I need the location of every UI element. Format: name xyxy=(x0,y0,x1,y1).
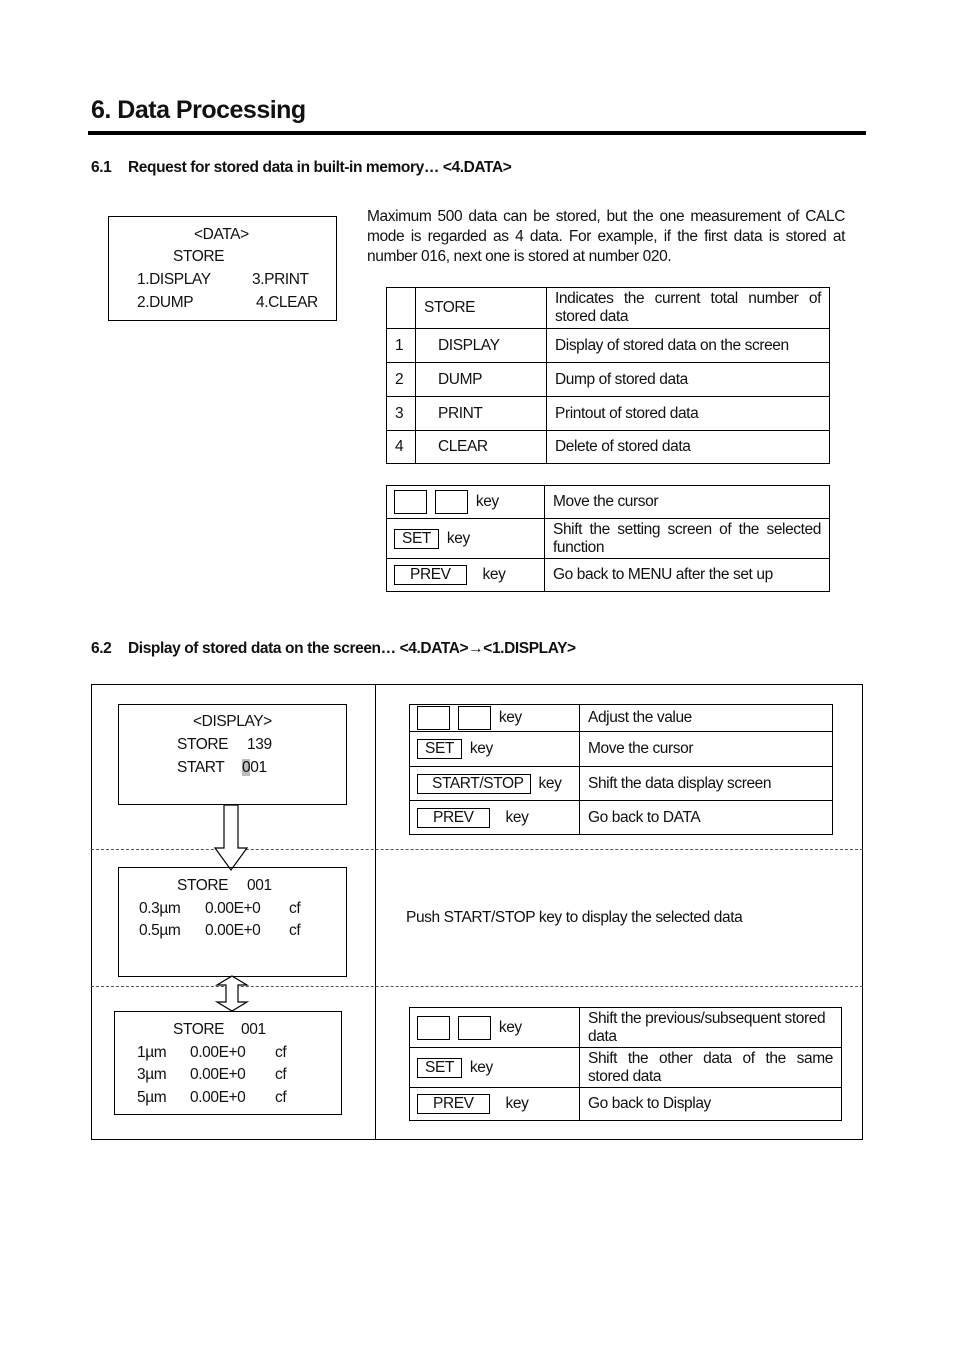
set-key-icon: SET xyxy=(417,739,462,759)
key-word: key xyxy=(498,709,522,727)
key-word: key xyxy=(475,493,499,511)
lcd-line: 001 xyxy=(247,877,272,894)
data-key-table xyxy=(386,485,830,592)
item-description: Display of stored data on the screen xyxy=(547,329,830,363)
lcd-unit: cf xyxy=(275,1066,287,1083)
prev-key-icon: PREV xyxy=(394,565,467,585)
section-number: 6.1 xyxy=(91,159,112,176)
key-word: key xyxy=(469,1058,493,1076)
key-word: key xyxy=(446,529,470,547)
column-divider xyxy=(375,684,376,1140)
table-row xyxy=(387,397,830,431)
lcd-line: 2.DUMP xyxy=(137,294,194,311)
start-digits: 01 xyxy=(250,759,267,776)
section-6-1-heading xyxy=(91,159,511,177)
lcd-unit: cf xyxy=(289,900,301,917)
item-number: 4 xyxy=(387,431,416,464)
row-divider xyxy=(91,849,863,850)
lcd-unit: cf xyxy=(275,1044,287,1061)
arrow-key-icon xyxy=(458,706,491,730)
display-start-screen xyxy=(118,704,347,805)
key-word: key xyxy=(482,566,506,584)
key-word: key xyxy=(498,1018,522,1036)
push-instruction: Push START/STOP key to display the selected data xyxy=(406,909,743,926)
lcd-line: 3.PRINT xyxy=(252,271,309,288)
table-row xyxy=(387,329,830,363)
table-row xyxy=(410,1008,842,1048)
stored-data-screen-2 xyxy=(114,1011,342,1115)
lcd-unit: cf xyxy=(275,1089,287,1106)
item-name: PRINT xyxy=(416,397,547,431)
key-description: Shift the previous/subsequent stored data xyxy=(580,1008,842,1048)
table-row xyxy=(387,363,830,397)
lcd-value: 0.00E+0 xyxy=(190,1044,246,1061)
table-row xyxy=(410,1088,842,1121)
lcd-value: 0.00E+0 xyxy=(205,900,261,917)
lcd-size: 0.3µm xyxy=(139,900,181,917)
table-row xyxy=(387,288,830,329)
lcd-line: 139 xyxy=(247,736,272,753)
table-row xyxy=(387,486,830,519)
set-key-icon: SET xyxy=(417,1058,462,1078)
table-row xyxy=(387,519,830,559)
section-title: Request for stored data in built-in memory… <4.DATA> xyxy=(128,159,512,176)
lcd-value: 0.00E+0 xyxy=(190,1089,246,1106)
lcd-line: STORE xyxy=(177,877,229,894)
start-number[interactable] xyxy=(242,759,267,777)
table-row xyxy=(410,732,833,767)
table-row xyxy=(410,1048,842,1088)
lcd-size: 3µm xyxy=(137,1066,167,1083)
table-row xyxy=(387,559,830,592)
lcd-size: 1µm xyxy=(137,1044,167,1061)
section-6-2-heading xyxy=(91,640,576,658)
lcd-line: STORE xyxy=(173,1021,225,1038)
lcd-value: 0.00E+0 xyxy=(205,922,261,939)
table-row xyxy=(387,431,830,464)
item-description: Dump of stored data xyxy=(547,363,830,397)
key-description: Shift the other data of the same stored data xyxy=(580,1048,842,1088)
set-key-icon: SET xyxy=(394,529,439,549)
key-description: Go back to Display xyxy=(580,1088,842,1121)
item-description: Indicates the current total number of stored data xyxy=(547,288,830,329)
storage-description: Maximum 500 data can be stored, but the one measurement of CALC mode is regarded as 4 data. For example, if the first data is stored at number 016, next one is stored at number 020. xyxy=(367,208,845,265)
start-stop-key-icon: START/STOP xyxy=(417,774,531,794)
key-description: Shift the data display screen xyxy=(580,767,833,801)
key-word: key xyxy=(538,774,562,792)
key-description: Go back to MENU after the set up xyxy=(545,559,830,592)
cursor-digit: 0 xyxy=(242,759,251,776)
lcd-line: STORE xyxy=(173,248,225,265)
lcd-line: <DATA> xyxy=(194,226,249,243)
section-number: 6.2 xyxy=(91,640,112,657)
arrow-key-icon xyxy=(458,1016,491,1040)
item-number: 3 xyxy=(387,397,416,431)
double-arrow-icon xyxy=(215,975,249,1013)
item-description: Delete of stored data xyxy=(547,431,830,464)
lcd-line: START xyxy=(177,759,225,776)
key-description: Shift the setting screen of the selected function xyxy=(545,519,830,559)
row-divider xyxy=(91,986,863,987)
arrow-key-icon xyxy=(394,490,427,514)
key-description: Go back to DATA xyxy=(580,801,833,835)
key-word: key xyxy=(469,740,493,758)
key-description: Adjust the value xyxy=(580,705,833,732)
prev-key-icon: PREV xyxy=(417,1094,490,1114)
item-number xyxy=(387,288,416,329)
arrow-down-icon xyxy=(214,804,248,872)
lcd-size: 5µm xyxy=(137,1089,167,1106)
lcd-unit: cf xyxy=(289,922,301,939)
data-menu-table xyxy=(386,287,830,464)
item-description: Printout of stored data xyxy=(547,397,830,431)
lcd-value: 0.00E+0 xyxy=(190,1066,246,1083)
stored-data-screen-1 xyxy=(118,867,347,977)
table-row xyxy=(410,801,833,835)
title-rule xyxy=(88,131,866,135)
stored-data-key-table xyxy=(409,1007,842,1121)
key-word: key xyxy=(505,1095,529,1113)
lcd-size: 0.5µm xyxy=(139,922,181,939)
item-number: 2 xyxy=(387,363,416,397)
data-menu-display xyxy=(108,216,337,321)
lcd-line: <DISPLAY> xyxy=(193,713,272,730)
item-number: 1 xyxy=(387,329,416,363)
key-word: key xyxy=(505,808,529,826)
lcd-line: 4.CLEAR xyxy=(256,294,318,311)
lcd-line: 001 xyxy=(241,1021,266,1038)
item-name: STORE xyxy=(416,288,547,329)
table-row xyxy=(410,705,833,732)
arrow-key-icon xyxy=(435,490,468,514)
section-title: Display of stored data on the screen… <4.DATA>→<1.DISPLAY> xyxy=(128,640,576,657)
lcd-line: 1.DISPLAY xyxy=(137,271,211,288)
arrow-key-icon xyxy=(417,706,450,730)
key-description: Move the cursor xyxy=(545,486,830,519)
arrow-key-icon xyxy=(417,1016,450,1040)
page-title: 6. Data Processing xyxy=(91,96,306,124)
lcd-line: STORE xyxy=(177,736,229,753)
display-key-table xyxy=(409,704,833,835)
item-name: CLEAR xyxy=(416,431,547,464)
item-name: DUMP xyxy=(416,363,547,397)
item-name: DISPLAY xyxy=(416,329,547,363)
prev-key-icon: PREV xyxy=(417,808,490,828)
table-row xyxy=(410,767,833,801)
key-description: Move the cursor xyxy=(580,732,833,767)
